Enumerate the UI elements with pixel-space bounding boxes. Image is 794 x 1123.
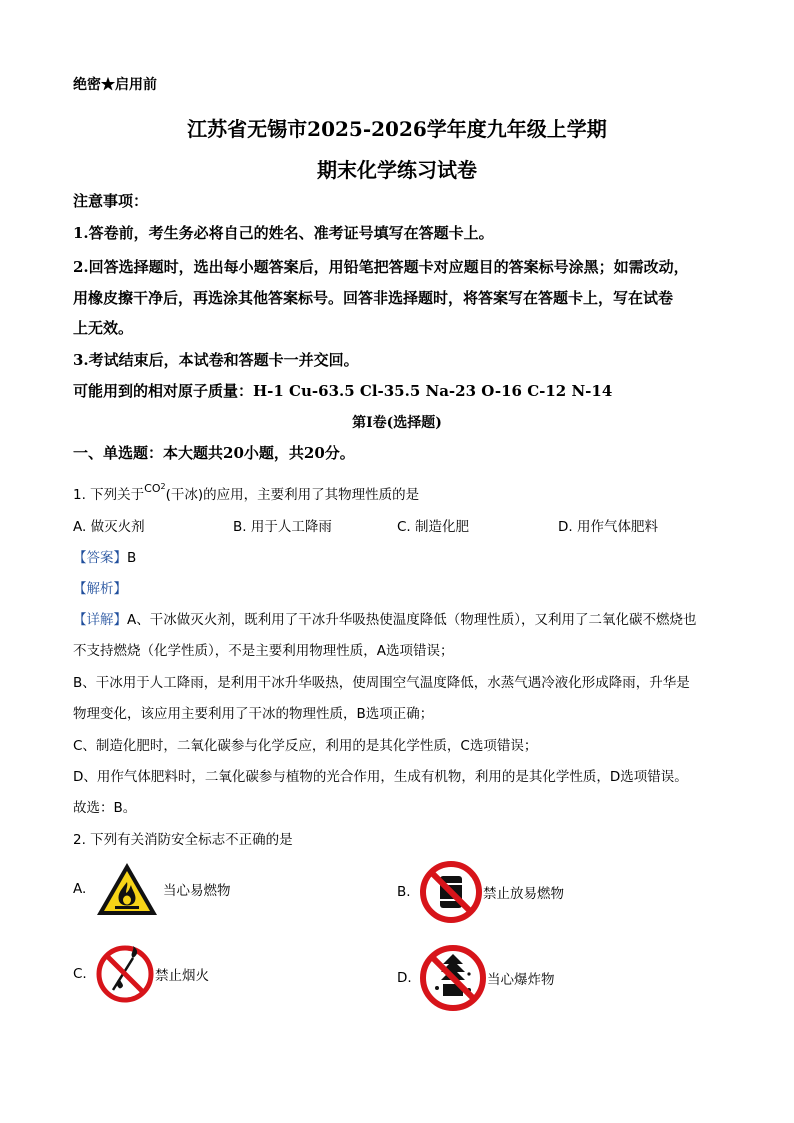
detail-text-1: A、干冰做灭火剂，既利用了干冰升华吸热使温度降低（物理性质），又利用了二氧化碳不燃烧也 xyxy=(127,612,697,628)
confidential-label: 绝密★启用前 xyxy=(73,77,157,93)
q1-answer xyxy=(73,546,136,566)
exam-title-line1: 江苏省无锡市2025-2026学年度九年级上学期 xyxy=(187,117,607,141)
q2-option-c-letter: C. xyxy=(73,966,87,982)
q1-detail-line6: D、用作气体肥料时，二氧化碳参与植物的光合作用，生成有机物，利用的是其化学性质，D选项错误。 xyxy=(73,769,688,785)
notice-heading: 注意事项： xyxy=(73,192,149,210)
question-2-stem: 2. 下列有关消防安全标志不正确的是 xyxy=(73,832,293,848)
q2-option-b-label: 禁止放易燃物 xyxy=(483,886,564,902)
co2-text: CO xyxy=(144,482,161,495)
notice-item-2-line1: 2.回答选择题时，选出每小题答案后，用铅笔把答题卡对应题目的答案标号涂黑；如需改动， xyxy=(73,258,689,276)
q1-detail-line4: 物理变化，该应用主要利用了干冰的物理性质，B选项正确； xyxy=(73,706,434,722)
q2-option-c-label: 禁止烟火 xyxy=(155,968,209,984)
q1-prefix: 1. 下列关于 xyxy=(73,487,145,503)
q2-option-a-letter: A. xyxy=(73,881,87,897)
volume-title: 第I卷(选择题) xyxy=(352,415,442,431)
q1-option-b: B. 用于人工降雨 xyxy=(233,519,332,535)
q2-option-d xyxy=(397,944,555,1012)
q2-option-c xyxy=(73,944,209,1004)
section-heading: 一、单选题：本大题共20小题，共20分。 xyxy=(73,444,355,462)
answer-tag: 【答案】 xyxy=(73,550,127,566)
detail-tag: 【详解】 xyxy=(73,612,127,628)
co2-subscript: 2 xyxy=(160,482,166,491)
q1-detail-line1 xyxy=(73,608,696,628)
q1-option-a: A. 做灭火剂 xyxy=(73,519,145,535)
answer-value: B xyxy=(127,550,137,566)
q1-option-c: C. 制造化肥 xyxy=(397,519,470,535)
q2-option-a xyxy=(73,860,231,918)
question-1-stem xyxy=(73,483,419,503)
q1-detail-line7: 故选：B。 xyxy=(73,800,137,816)
q2-option-b xyxy=(397,860,564,924)
q1-detail-line5: C、制造化肥时，二氧化碳参与化学反应，利用的是其化学性质，C选项错误； xyxy=(73,738,538,754)
q1-detail-line2: 不支持燃烧（化学性质），不是主要利用物理性质，A选项错误； xyxy=(73,643,454,659)
q2-option-a-label: 当心易燃物 xyxy=(163,883,231,899)
notice-item-3: 3.考试结束后，本试卷和答题卡一并交回。 xyxy=(73,351,359,369)
q1-detail-line3: B、干冰用于人工降雨，是利用干冰升华吸热，使周围空气温度降低，水蒸气遇冷液化形成降雨，升华是 xyxy=(73,675,690,691)
notice-item-1: 1.答卷前，考生务必将自己的姓名、准考证号填写在答题卡上。 xyxy=(73,224,494,242)
q1-option-d: D. 用作气体肥料 xyxy=(558,519,658,535)
atomic-masses: 可能用到的相对原子质量：H-1 Cu-63.5 Cl-35.5 Na-23 O-16 C-12 N-14 xyxy=(73,382,613,400)
no-explosive-icon xyxy=(419,944,487,1012)
exam-title-line2: 期末化学练习试卷 xyxy=(317,158,477,182)
notice-item-2-line2: 用橡皮擦干净后，再选涂其他答案标号。回答非选择题时，将答案写在答题卡上，写在试卷 xyxy=(73,289,674,307)
q2-option-d-letter: D. xyxy=(397,970,412,986)
analysis-tag: 【解析】 xyxy=(73,581,127,597)
co2-formula xyxy=(144,482,165,495)
no-flammable-barrel-icon xyxy=(419,860,483,924)
q2-option-d-label: 当心爆炸物 xyxy=(487,972,555,988)
flammable-warning-icon xyxy=(95,860,159,918)
notice-item-2-line3: 上无效。 xyxy=(73,319,134,337)
q1-suffix: (干冰)的应用，主要利用了其物理性质的是 xyxy=(165,487,420,503)
q1-analysis-tag xyxy=(73,577,127,597)
q2-option-b-letter: B. xyxy=(397,884,411,900)
no-smoking-fire-icon xyxy=(95,944,155,1004)
